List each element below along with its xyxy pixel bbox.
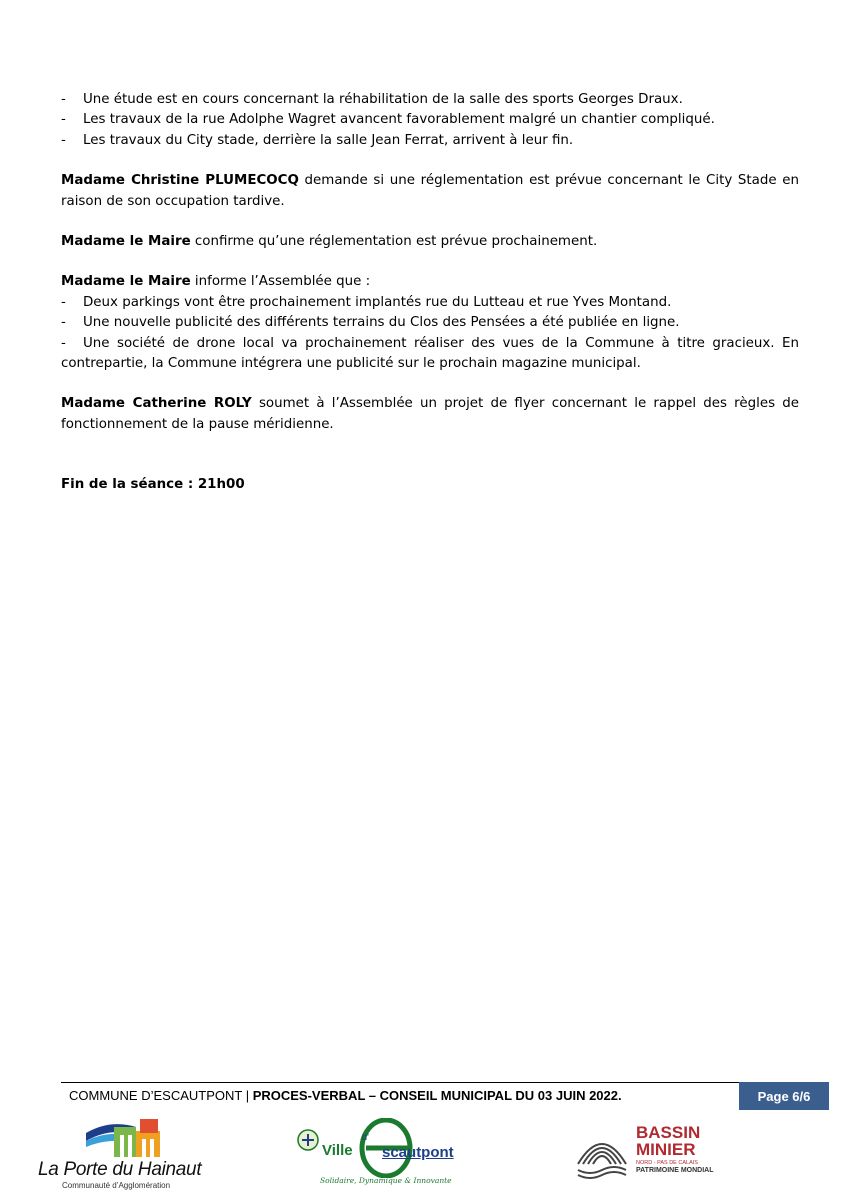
paragraph-maire-inform bbox=[61, 272, 799, 292]
list-item-text: Une nouvelle publicité des différents terrains du Clos des Pensées a été publiée en ligne. bbox=[83, 315, 680, 331]
paragraph-roly bbox=[61, 394, 799, 435]
speaker-name: Madame le Maire bbox=[61, 234, 191, 250]
porte-logo-subtitle: Communauté d’Agglomération bbox=[62, 1181, 171, 1190]
ville-slogan: Solidaire, Dynamique & Innovante bbox=[320, 1176, 452, 1185]
ville-text: Ville bbox=[322, 1142, 353, 1159]
footer-divider bbox=[61, 1082, 739, 1083]
footer-commune: COMMUNE D’ESCAUTPONT | bbox=[69, 1088, 253, 1103]
list-item-text: Une société de drone local va prochainement réaliser des vues de la Commune à titre gracieux. En contrepartie, la Commune intégrera une publicité sur le prochain magazine municipal. bbox=[61, 335, 799, 372]
paragraph-text: informe l’Assemblée que : bbox=[190, 274, 371, 290]
list-item: - Les travaux du City stade, derrière la salle Jean Ferrat, arrivent à leur fin. bbox=[61, 131, 799, 151]
page-number: Page 6/6 bbox=[739, 1082, 829, 1110]
paragraph-text: soumet à l’Assemblée un projet de flyer concernant le rappel des règles de fonctionnement de la pause méridienne. bbox=[61, 396, 799, 432]
bassin-minier-emblem-icon bbox=[574, 1124, 630, 1180]
session-end: Fin de la séance : 21h00 bbox=[61, 477, 245, 493]
speaker-name: Madame Christine PLUMECOCQ bbox=[61, 173, 299, 189]
porte-du-hainaut-logo bbox=[36, 1115, 211, 1195]
paragraph-maire-confirm bbox=[61, 232, 799, 252]
minier-text: MINIER bbox=[636, 1140, 696, 1159]
paragraph-text: demande si une réglementation est prévue concernant le City Stade en raison de son occupation tardive. bbox=[61, 173, 799, 209]
list-item: - Les travaux de la rue Adolphe Wagret avancent favorablement malgré un chantier compliqué. bbox=[61, 110, 799, 130]
list-item: - Une société de drone local va prochainement réaliser des vues de la Commune à titre gracieux. En contrepartie, la Commune intégrera une publicité sur le prochain magazine municipal. bbox=[61, 335, 799, 372]
escautpont-text: scautpont bbox=[382, 1144, 454, 1161]
porte-emblem-icon bbox=[80, 1115, 170, 1163]
list-item-text: Deux parkings vont être prochainement implantés rue du Lutteau et rue Yves Montand. bbox=[83, 294, 672, 310]
list-item: - Une étude est en cours concernant la réhabilitation de la salle des sports Georges Draux. bbox=[61, 90, 799, 110]
bassin-minier-logo bbox=[574, 1122, 714, 1182]
paragraph-plumecocq bbox=[61, 171, 799, 212]
list-item: - Deux parkings vont être prochainement implantés rue du Lutteau et rue Yves Montand. bbox=[61, 293, 799, 313]
list-item-text: Les travaux du City stade, derrière la salle Jean Ferrat, arrivent à leur fin. bbox=[83, 132, 574, 148]
list-item-text: Une étude est en cours concernant la réhabilitation de la salle des sports Georges Draux. bbox=[83, 92, 683, 107]
ville-d-text: d’ bbox=[362, 1132, 370, 1142]
bassin-text: BASSIN bbox=[636, 1123, 701, 1142]
speaker-name: Madame Catherine ROLY bbox=[61, 396, 252, 412]
list-item-text: Les travaux de la rue Adolphe Wagret avancent favorablement malgré un chantier compliqué. bbox=[83, 112, 715, 128]
list-item: - Une nouvelle publicité des différents terrains du Clos des Pensées a été publiée en ligne. bbox=[61, 313, 799, 333]
document-body bbox=[61, 90, 799, 496]
nord-pas-de-calais-text: NORD - PAS DE CALAIS bbox=[636, 1160, 698, 1166]
footer-doc-title: PROCES-VERBAL – CONSEIL MUNICIPAL DU 03 JUIN 2022. bbox=[252, 1088, 622, 1103]
porte-logo-text: La Porte du Hainaut bbox=[38, 1159, 202, 1180]
paragraph-text: confirme qu’une réglementation est prévue prochainement. bbox=[190, 234, 598, 250]
speaker-name: Madame le Maire bbox=[61, 274, 191, 290]
ville-escautpont-logo bbox=[296, 1118, 456, 1196]
footer-title bbox=[69, 1088, 622, 1103]
patrimoine-mondial-text: PATRIMOINE MONDIAL bbox=[636, 1167, 714, 1174]
